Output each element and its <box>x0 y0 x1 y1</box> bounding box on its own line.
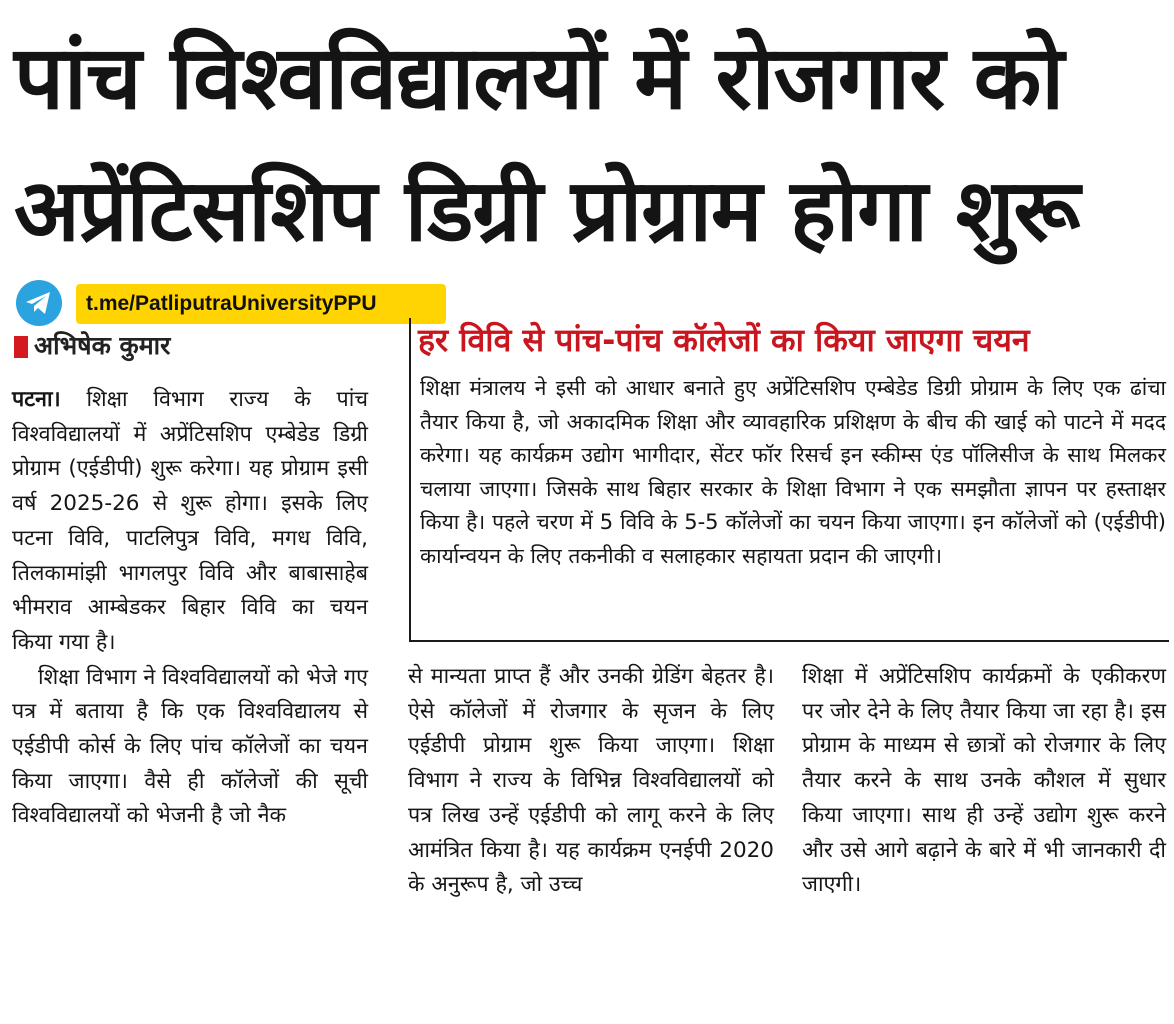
telegram-channel-link[interactable]: t.me/PatliputraUniversityPPU <box>76 284 446 324</box>
telegram-icon[interactable] <box>16 280 62 326</box>
article-paragraph: से मान्यता प्राप्त हैं और उनकी ग्रेडिंग बेहतर है। ऐसे कॉलेजों में रोजगार के सृजन के लिए एईडीपी प्रोग्राम शुरू किया जाएगा। शिक्षा विभाग ने राज्य के विभिन्न विश्वविद्यालयों को पत्र लिख उन्हें एईडीपी को लागू करने के लिए आमंत्रित किया है। यह कार्यक्रम एनईपी 2020 के अनुरूप है, जो उच्च <box>408 664 774 898</box>
sidebar-box-title: हर विवि से पांच-पांच कॉलेजों का किया जाएगा चयन <box>418 321 1030 359</box>
article-paragraph-text: शिक्षा विभाग राज्य के पांच विश्वविद्यालयों में अप्रेंटिसशिप एम्बेडेड डिग्री प्रोग्राम (एईडीपी) शुरू करेगा। यह प्रोग्राम इसी वर्ष 2025-26 से शुरू होगा। इसके लिए पटना विवि, पाटलिपुत्र विवि, मगध विवि, तिलकामांझी भागलपुर विवि और बाबासाहेब भीमराव आम्बेडकर बिहार विवि का चयन किया गया है। <box>12 387 368 655</box>
article-column-2 <box>408 660 774 903</box>
article-column-3 <box>802 660 1166 903</box>
sidebar-box-body: शिक्षा मंत्रालय ने इसी को आधार बनाते हुए अप्रेंटिसशिप एम्बेडेड डिग्री प्रोग्राम के लिए एक ढांचा तैयार किया है, जो अकादमिक शिक्षा और व्यावहारिक प्रशिक्षण के बीच की खाई को पाटने में मदद करेगा। यह कार्यक्रम उद्योग भागीदार, सेंटर फॉर रिसर्च इन स्कीम्स एंड पॉलिसीज के साथ मिलकर चलाया जाएगा। जिसके साथ बिहार सरकार के शिक्षा विभाग ने एक समझौता ज्ञापन पर हस्ताक्षर किया है। पहले चरण में 5 विवि के 5-5 कॉलेजों का चयन किया जाएगा। इन कॉलेजों को (एईडीपी) कार्यान्वयन के लिए तकनीकी व सलाहकार सहायता प्रदान की जाएगी। <box>420 376 1166 568</box>
author-name: अभिषेक कुमार <box>34 331 171 360</box>
byline <box>14 329 170 363</box>
dateline: पटना। <box>12 387 61 412</box>
article-column-1 <box>12 383 368 834</box>
byline-marker-icon <box>14 336 28 358</box>
article-paragraph: शिक्षा विभाग ने विश्वविद्यालयों को भेजे गए पत्र में बताया है कि एक विश्वविद्यालय से एईडीपी कोर्स के लिए पांच कॉलेजों का चयन किया जाएगा। वैसे ही कॉलेजों की सूची विश्वविद्यालयों को भेजनी है जो नैक <box>12 664 368 829</box>
headline-line-2: अप्रेंटिसशिप डिग्री प्रोग्राम होगा शुरू <box>14 161 1080 261</box>
article-paragraph <box>12 383 368 661</box>
headline-line-1: पांच विश्वविद्यालयों में रोजगार को <box>14 26 1064 129</box>
article-paragraph: शिक्षा में अप्रेंटिसशिप कार्यक्रमों के एकीकरण पर जोर देने के लिए तैयार किया जा रहा है। इस प्रोग्राम के माध्यम से छात्रों को रोजगार के लिए तैयार करने के साथ उनके कौशल में सुधार किया जाएगा। साथ ही उन्हें उद्योग शुरू करने और उसे आगे बढ़ाने के बारे में भी जानकारी दी जाएगी। <box>802 664 1166 898</box>
